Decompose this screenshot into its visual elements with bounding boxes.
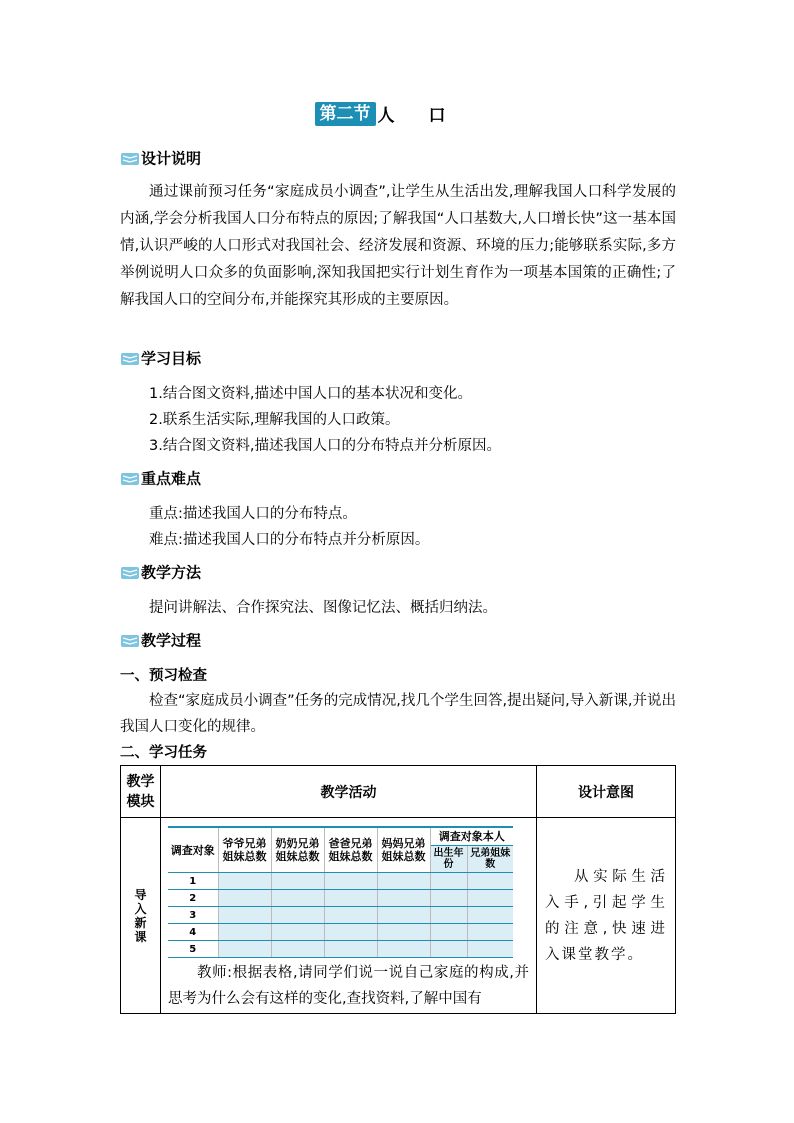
book-icon	[120, 351, 140, 367]
section-header-method: 教学方法	[120, 561, 201, 583]
survey-col-subject: 调查对象	[168, 827, 218, 873]
goal-item: 1.结合图文资料,描述中国人口的基本状况和变化。	[149, 386, 472, 402]
survey-row: 4	[168, 924, 513, 941]
survey-col-father: 爸爸兄弟姐妹总数	[324, 827, 377, 873]
goal-item: 3.结合图文资料,描述我国人口的分布特点并分析原因。	[149, 438, 501, 454]
survey-col-self-year: 出生年份	[430, 846, 467, 873]
part2-heading: 二、学习任务	[120, 745, 207, 761]
survey-row: 5	[168, 941, 513, 958]
learning-task-table	[120, 765, 676, 1014]
book-icon	[120, 633, 140, 649]
survey-row: 2	[168, 890, 513, 907]
survey-col-self-siblings: 兄弟姐妹数	[467, 846, 513, 873]
section-title: 人口	[377, 106, 480, 126]
difficult-point: 难点:描述我国人口的分布特点并分析原因。	[149, 532, 430, 548]
page-title	[0, 101, 794, 126]
design-paragraph: 通过课前预习任务“家庭成员小调查”,让学生从生活出发,理解我国人口科学发展的内涵,学会分析我国人口分布特点的原因;了解我国“人口基数大,人口增长快”这一基本国情,认识严峻的人口形式对我国社会、经济发展和资源、环境的压力;能够联系实际,多方举例说明人口众多的负面影响,深知我国把实行计划生育作为一项基本国策的正确性;了解我国人口的空间分布,并能探究其形成的主要原因。	[120, 184, 676, 308]
header-intent: 设计意图	[537, 766, 676, 818]
book-icon	[120, 565, 140, 581]
key-point: 重点:描述我国人口的分布特点。	[149, 506, 357, 522]
module-cell: 导入新课	[121, 818, 161, 1014]
header-activity: 教学活动	[161, 766, 537, 818]
family-survey-table	[168, 826, 513, 958]
section-header-design: 设计说明	[120, 147, 201, 169]
survey-col-grandpa: 爷爷兄弟姐妹总数	[218, 827, 271, 873]
section-header-goals: 学习目标	[120, 347, 201, 369]
goal-item: 2.联系生活实际,理解我国的人口政策。	[149, 412, 400, 428]
part1-heading: 一、预习检查	[120, 668, 207, 684]
method-text: 提问讲解法、合作探究法、图像记忆法、概括归纳法。	[149, 600, 497, 616]
survey-col-mother: 妈妈兄弟姐妹总数	[377, 827, 430, 873]
survey-col-grandma: 奶奶兄弟姐妹总数	[271, 827, 324, 873]
section-header-process: 教学过程	[120, 629, 201, 651]
book-icon	[120, 471, 140, 487]
part1-text: 检查“家庭成员小调查”任务的完成情况,找几个学生回答,提出疑问,导入新课,并说出我国人口变化的规律。	[120, 693, 676, 735]
survey-col-self: 调查对象本人	[430, 827, 513, 846]
survey-row: 1	[168, 873, 513, 890]
activity-text: 教师:根据表格,请同学们说一说自己家庭的构成,并思考为什么会有这样的变化,查找资料,了解中国有	[168, 965, 529, 1007]
intent-cell: 从实际生活入手,引起学生的注意,快速进入课堂教学。	[537, 818, 676, 1014]
book-icon	[120, 151, 140, 167]
section-number-badge: 第二节	[315, 102, 376, 126]
activity-cell	[161, 818, 537, 1014]
header-module: 教学模块	[121, 766, 161, 818]
section-header-key: 重点难点	[120, 467, 201, 489]
survey-row: 3	[168, 907, 513, 924]
